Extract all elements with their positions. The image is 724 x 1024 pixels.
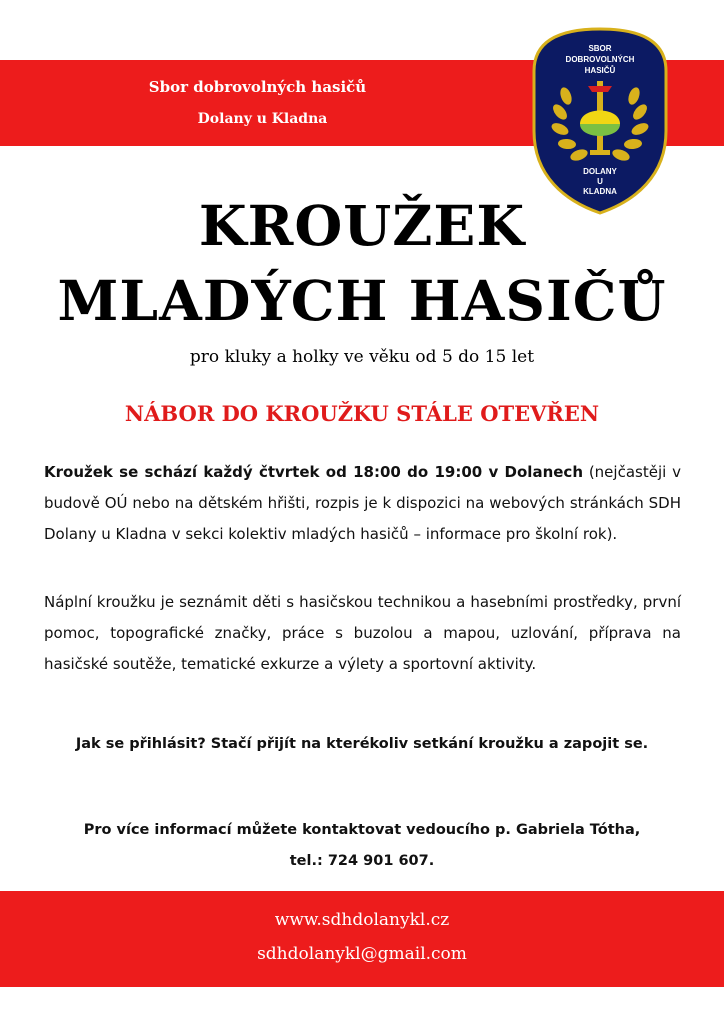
content-paragraph: Náplní kroužku je seznámit děti s hasičskou technikou a hasebními prostředky, první pomoc, topografické značky, práce s buzolou a mapou, uzlování, příprava na hasičské soutěže, tematické exkurze a výlety a sportovní aktivity. (44, 593, 681, 673)
contact-phone: tel.: 724 901 607. (289, 853, 435, 869)
contact-line-1: Pro více informací můžete kontaktovat vedoucího p. Gabriela Tótha, (83, 822, 641, 838)
emblem-text-2: DOBROVOLNÝCH (565, 55, 635, 64)
emblem-text-4: DOLANY (583, 167, 617, 176)
subtitle: pro kluky a holky ve věku od 5 do 15 let (189, 347, 535, 367)
emblem-text-3: HASIČŮ (584, 66, 616, 75)
emblem-text-6: KLADNA (583, 187, 617, 196)
website-link[interactable]: www.sdhdolanykl.cz (274, 910, 450, 930)
recruitment-notice: NÁBOR DO KROUŽKU STÁLE OTEVŘEN (124, 401, 600, 426)
contact-block (0, 815, 724, 877)
title-line-2: MLADÝCH HASIČŮ (57, 268, 667, 333)
org-place: Dolany u Kladna (197, 111, 328, 127)
signup-text: Jak se přihlásit? Stačí přijít na kterékoliv setkání kroužku a zapojit se. (75, 736, 649, 752)
emblem-text-5: U (597, 177, 603, 186)
footer-band (0, 891, 724, 987)
emblem-text-1: SBOR (588, 44, 612, 53)
title-line-1: KROUŽEK (198, 193, 526, 258)
email-link[interactable]: sdhdolanykl@gmail.com (257, 944, 467, 964)
schedule-paragraph (44, 457, 681, 550)
fire-brigade-emblem (530, 26, 670, 216)
org-name: Sbor dobrovolných hasičů (148, 78, 367, 96)
schedule-bold: Kroužek se schází každý čtvrtek od 18:00 do 19:00 v Dolanech (44, 463, 583, 481)
schedule-rest: (nejčastěji v budově OÚ nebo na dětském hřišti, rozpis je k dispozici na webových stránkách SDH Dolany u Kladna v sekci kolektiv mladých hasičů – informace pro školní rok). (44, 463, 681, 543)
